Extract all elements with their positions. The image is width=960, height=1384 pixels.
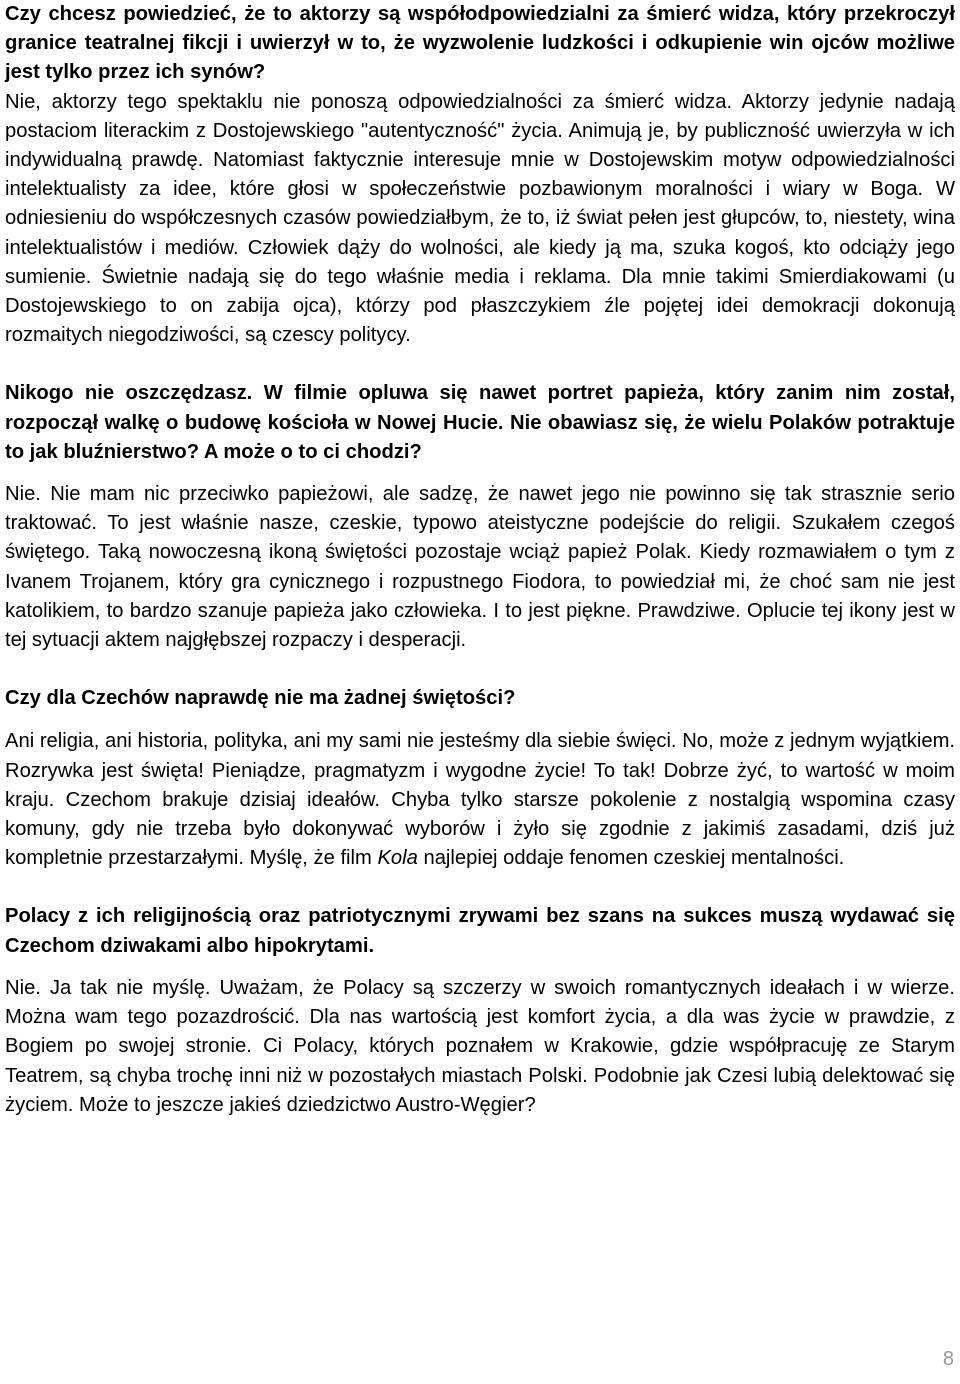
document-page — [5, 0, 955, 1120]
film-title: Kola — [377, 847, 418, 870]
interview-question-4: Polacy z ich religijnością oraz patriotycznymi zrywami bez szans na sukces muszą wydawać się Czechom dziwakami albo hipokrytami. — [5, 905, 955, 957]
answer-3-text-part-2: najlepiej oddaje fenomen czeskiej mentalności. — [417, 847, 845, 870]
answer-3-text-part-1: Ani religia, ani historia, polityka, ani my sami nie jesteśmy dla siebie święci. No, może z jednym wyjątkiem. Rozrywka jest święta! Pieniądze, pragmatyzm i wygodne życie! To tak! Dobrze żyć, to wartość w moim kraju. Czechom brakuje dzisiaj ideałów. Chyba tylko starsze pokolenie z nostalgią wspomina czasy komuny, gdy nie trzeba było dokonywać wyborów i żyło się zgodnie z jakimiś zasadami, dziś już kompletnie przestarzałymi. Myślę, że film — [5, 730, 955, 870]
interview-answer-4: Nie. Ja tak nie myślę. Uważam, że Polacy są szczerzy w swoich romantycznych ideałach i w wierze. Można wam tego pozazdrościć. Dla nas wartością jest komfort życia, a dla was życie w prawdzie, z Bogiem po swojej stronie. Ci Polacy, których poznałem w Krakowie, gdzie współpracuję ze Starym Teatrem, są chyba trochę inni niż w pozostałych miastach Polski. Podobnie jak Czesi lubią delektować się życiem. Może to jeszcze jakieś dziedzictwo Austro-Węgier? — [5, 976, 955, 1116]
interview-question-2: Nikogo nie oszczędzasz. W filmie opluwa się nawet portret papieża, który zanim nim został, rozpoczął walkę o budowę kościoła w Nowej Hucie. Nie obawiasz się, że wielu Polaków potraktuje to jak bluźnierstwo? A może o to ci chodzi? — [5, 382, 955, 463]
interview-question-1: Czy chcesz powiedzieć, że to aktorzy są współodpowiedzialni za śmierć widza, który przekroczył granice teatralnej fikcji i uwierzył w to, że wyzwolenie ludzkości i odkupienie win ojców możliwe jest tylko przez ich synów? — [5, 3, 955, 84]
interview-question-3: Czy dla Czechów naprawdę nie ma żadnej świętości? — [5, 687, 516, 710]
interview-answer-2: Nie. Nie mam nic przeciwko papieżowi, ale sadzę, że nawet jego nie powinno się tak strasznie serio traktować. To jest właśnie nasze, czeskie, typowo ateistyczne podejście do religii. Szukałem czegoś świętego. Taką nowoczesną ikoną świętości pozostaje wciąż papież Polak. Kiedy rozmawiałem o tym z Ivanem Trojanem, który gra cynicznego i rozpustnego Fiodora, to powiedział mi, że choć sam nie jest katolikiem, to bardzo szanuje papieża jako człowieka. I to jest piękne. Prawdziwe. Oplucie tej ikony jest w tej sytuacji aktem najgłębszej rozpaczy i desperacji. — [5, 483, 955, 652]
interview-answer-1: Nie, aktorzy tego spektaklu nie ponoszą odpowiedzialności za śmierć widza. Aktorzy jedynie nadają postaciom literackim z Dostojewskiego "autentyczność" życia. Animują je, by publiczność uwierzyła w ich indywidualną prawdę. Natomiast faktycznie interesuje mnie w Dostojewskim motyw odpowiedzialności intelektualisty za idee, które głosi w społeczeństwie pozbawionym moralności i wiary w Boga. W odniesieniu do współczesnych czasów powiedziałbym, że to, iż świat pełen jest głupców, to, niestety, wina intelektualistów i mediów. Człowiek dąży do wolności, ale kiedy ją ma, szuka kogoś, kto odciąży jego sumienie. Świetnie nadają się do tego właśnie media i reklama. Dla mnie takimi Smierdiakowami (u Dostojewskiego to on zabija ojca), którzy pod płaszczykiem źle pojętej idei demokracji dokonują rozmaitych niegodziwości, są czescy politycy. — [5, 90, 955, 347]
interview-answer-3 — [5, 727, 955, 873]
page-number: 8 — [942, 1348, 954, 1370]
